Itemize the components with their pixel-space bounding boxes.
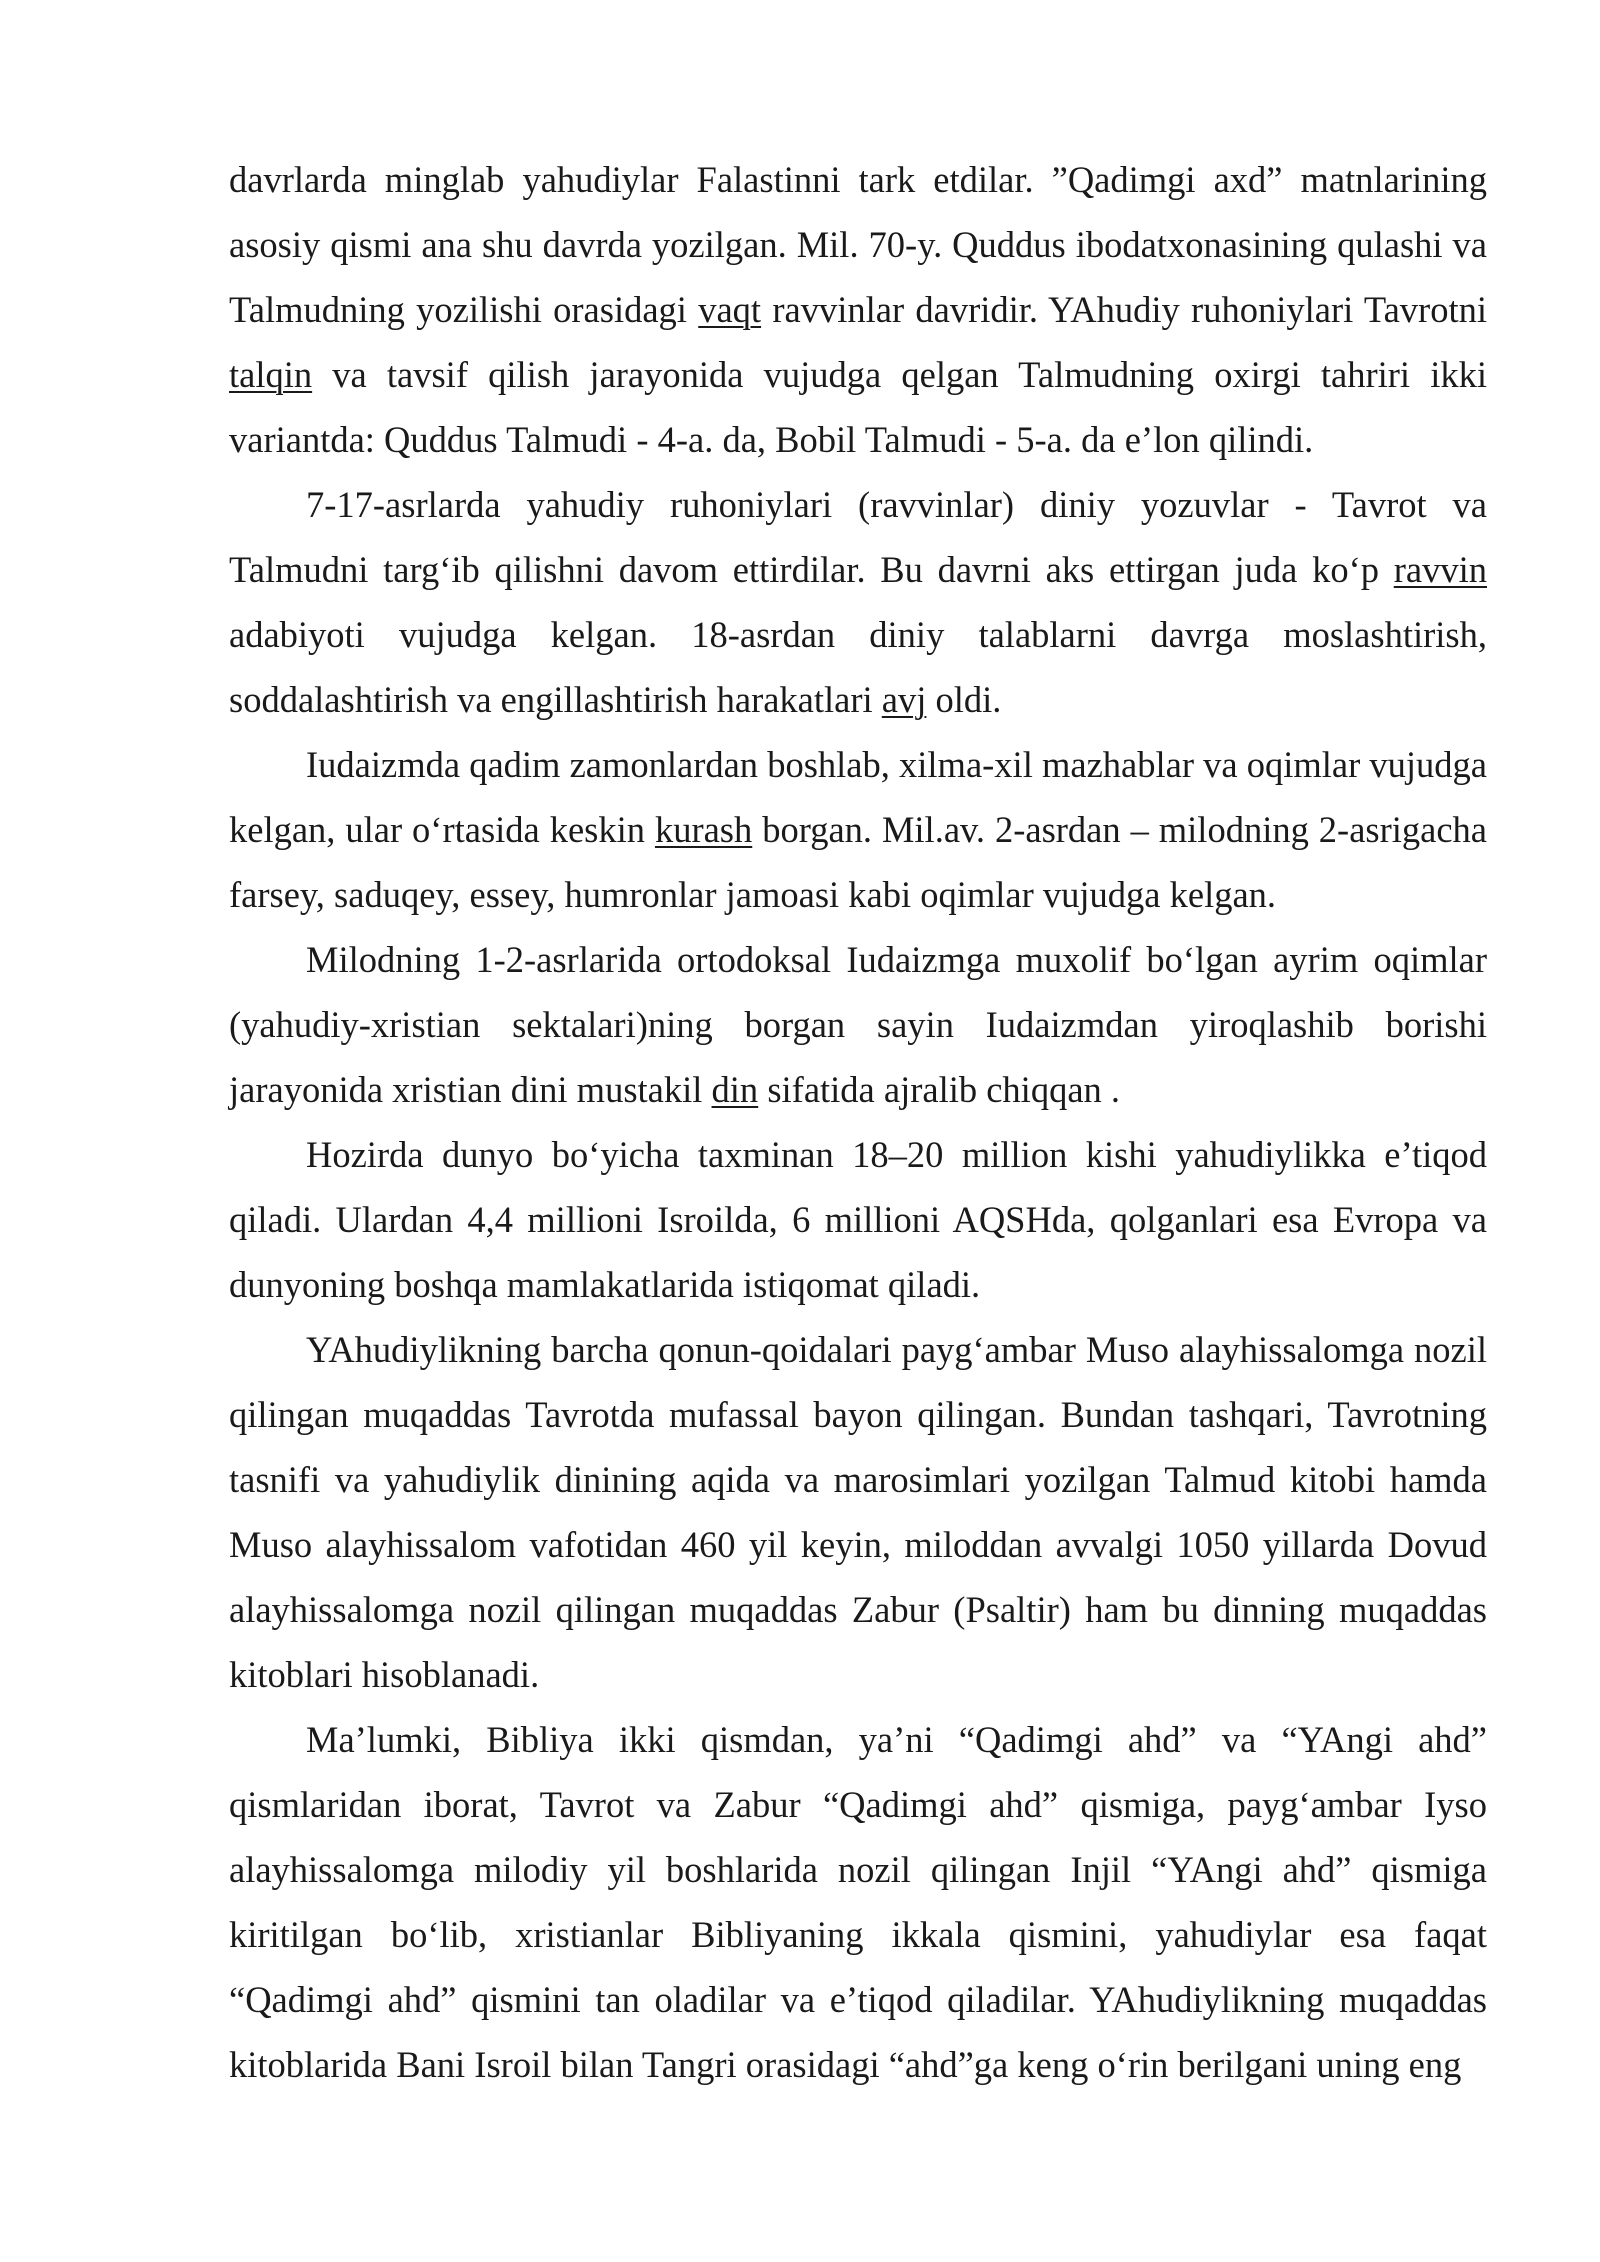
paragraph	[229, 1122, 1487, 1317]
body-text	[229, 147, 1487, 2097]
text-segment: Hozirda dunyo bo‘yicha taxminan 18–20 million kishi yahudiylikka e’tiqod qiladi. Ulardan 4,4 millioni Isroilda, 6 millioni AQSHda, qolganlari esa Evropa va dunyoning boshqa mamlakatlarida istiqomat qiladi.	[229, 1134, 1487, 1305]
text-segment: Iudaizmda qadim zamonlardan boshlab, xilma-xil mazhablar va oqimlar vujudga kelgan, ular o‘rtasida keskin	[229, 744, 1487, 850]
text-segment: sifatida ajralib chiqqan .	[758, 1069, 1121, 1110]
text-segment: YAhudiylikning barcha qonun-qoidalari payg‘ambar Muso alayhissalomga nozil qilingan muqaddas Tavrotda mufassal bayon qilingan. Bundan tashqari, Tavrotning tasnifi va yahudiylik dinining aqida va marosimlari yozilgan Talmud kitobi hamda Muso alayhissalom vafotidan 460 yil keyin, miloddan avvalgi 1050 yillarda Dovud alayhissalomga nozil qilingan muqaddas Zabur (Psaltir) ham bu dinning muqaddas kitoblari hisoblanadi.	[229, 1329, 1487, 1695]
text-segment: Milodning 1-2-asrlarida ortodoksal Iudaizmga muxolif bo‘lgan ayrim oqimlar (yahudiy-xristian sektalari)ning borgan sayin Iudaizmdan yiroqlashib borishi jarayonida xristian dini mustakil	[229, 939, 1487, 1110]
paragraph	[229, 927, 1487, 1122]
underlined-term: vaqt	[698, 289, 762, 330]
paragraph	[229, 732, 1487, 927]
text-segment: ravvinlar davridir. YAhudiy ruhoniylari Tavrotni	[761, 289, 1487, 330]
text-segment: Ma’lumki, Bibliya ikki qismdan, ya’ni “Qadimgi ahd” va “YAngi ahd” qismlaridan iborat, Tavrot va Zabur “Qadimgi ahd” qismiga, payg‘ambar Iyso alayhissalomga milodiy yil boshlarida nozil qilingan Injil “YAngi ahd” qismiga kiritilgan bo‘lib, xristianlar Bibliyaning ikkala qismini, yahudiylar esa faqat “Qadimgi ahd” qismini tan oladilar va e’tiqod qiladilar. YAhudiylikning muqaddas kitoblarida Bani Isroil bilan Tangri orasidagi “ahd”ga keng o‘rin berilgani uning eng	[229, 1719, 1487, 2085]
underlined-term: kurash	[654, 809, 753, 850]
paragraph	[229, 1707, 1487, 2097]
text-segment: davrlarda minglab yahudiylar Falastinni tark etdilar. ”Qadimgi axd” matnlarining asosiy qismi ana shu davrda yozilgan. Mil. 70-y. Quddus ibodatxonasining qulashi va Talmudning yozilishi orasidagi	[229, 159, 1487, 330]
text-segment: 7-17-asrlarda yahudiy ruhoniylari (ravvinlar) diniy yozuvlar - Tavrot va Talmudni targ‘ib qilishni davom ettirdilar. Bu davrni aks ettirgan juda ko‘p	[229, 484, 1487, 590]
paragraph	[229, 472, 1487, 732]
text-segment: va tavsif qilish jarayonida vujudga qelgan Talmudning oxirgi tahriri ikki variantda: Quddus Talmudi - 4-a. da, Bobil Talmudi - 5-a. da e’lon qilindi.	[229, 354, 1487, 460]
underlined-term: ravvin	[1393, 549, 1487, 590]
underlined-term: talqin	[229, 354, 313, 395]
text-segment: borgan. Mil.av. 2-asrdan – milodning 2-asrigacha farsey, saduqey, essey, humronlar jamoasi kabi oqimlar vujudga kelgan.	[229, 809, 1487, 915]
underlined-term: din	[711, 1069, 759, 1110]
text-segment: adabiyoti vujudga kelgan. 18-asrdan diniy talablarni davrga moslashtirish, soddalashtirish va engillashtirish harakatlari	[229, 614, 1487, 720]
paragraph	[229, 147, 1487, 472]
underlined-term: avj	[881, 679, 927, 720]
paragraph	[229, 1317, 1487, 1707]
text-segment: oldi.	[926, 679, 1002, 720]
